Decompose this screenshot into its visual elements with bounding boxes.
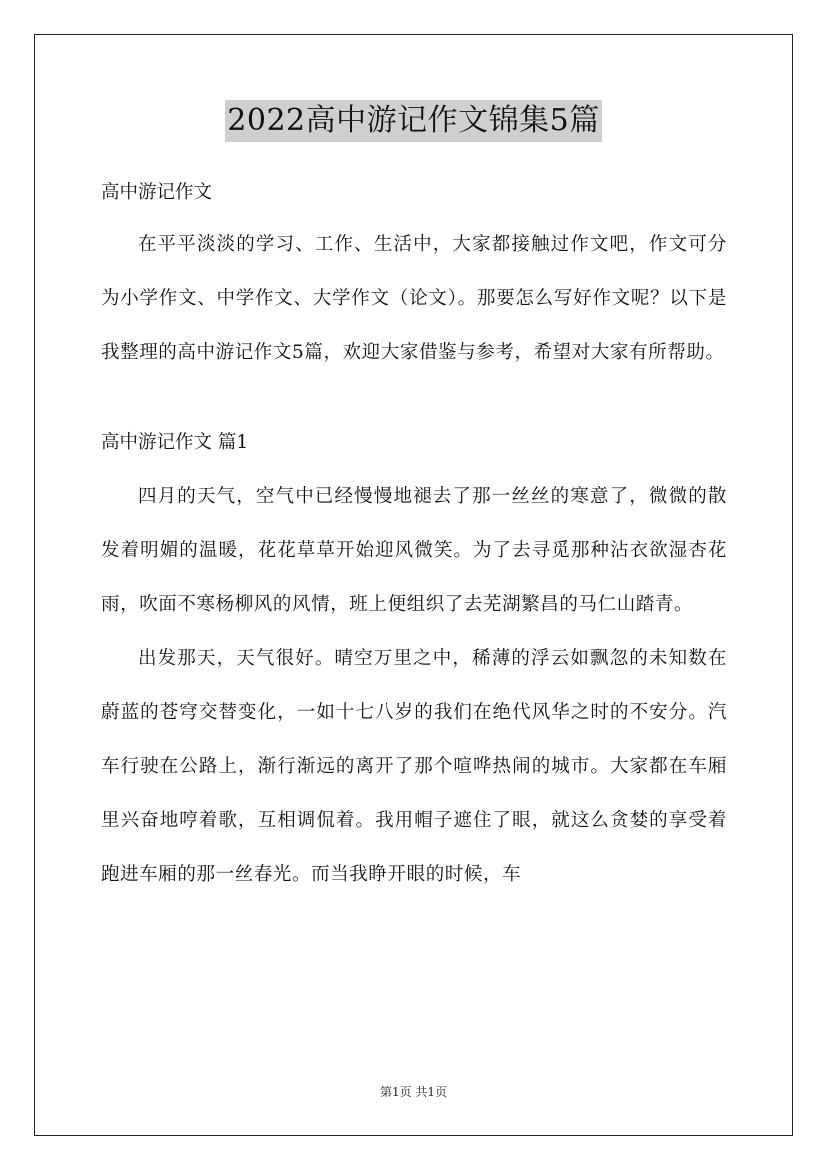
intro-paragraph: 在平平淡淡的学习、工作、生活中，大家都接触过作文吧，作文可分为小学作文、中学作文、大学作文（论文）。那要怎么写好作文呢？以下是我整理的高中游记作文5篇，欢迎大家借鉴与参考，希望对大家有所帮助。 <box>101 234 727 363</box>
section-paragraph: 出发那天，天气很好。晴空万里之中，稀薄的浮云如飘忽的未知数在蔚蓝的苍穹交替变化，一如十七八岁的我们在绝代风华之时的不安分。汽车行驶在公路上，渐行渐远的离开了那个喧哗热闹的城市。大家都在车厢里兴奋地哼着歌，互相调侃着。我用帽子遮住了眼，就这么贪婪的享受着跑进车厢的那一丝春光。而当我睁开眼的时候，车 <box>101 648 727 885</box>
intro-heading: 高中游记作文 <box>101 182 213 203</box>
title-wrap <box>0 100 827 142</box>
page-footer: 第1页 共1页 <box>379 1085 448 1099</box>
section-paragraph: 四月的天气，空气中已经慢慢地褪去了那一丝丝的寒意了，微微的散发着明媚的温暖，花花草草开始迎风微笑。为了去寻觅那种沾衣欲湿杏花雨，吹面不寒杨柳风的风情，班上便组织了去芜湖繁昌的马仁山踏青。 <box>101 486 727 615</box>
section-heading: 高中游记作文 篇1 <box>101 432 249 453</box>
document-body <box>101 170 727 902</box>
document-title: 2022高中游记作文锦集5篇 <box>225 100 601 142</box>
